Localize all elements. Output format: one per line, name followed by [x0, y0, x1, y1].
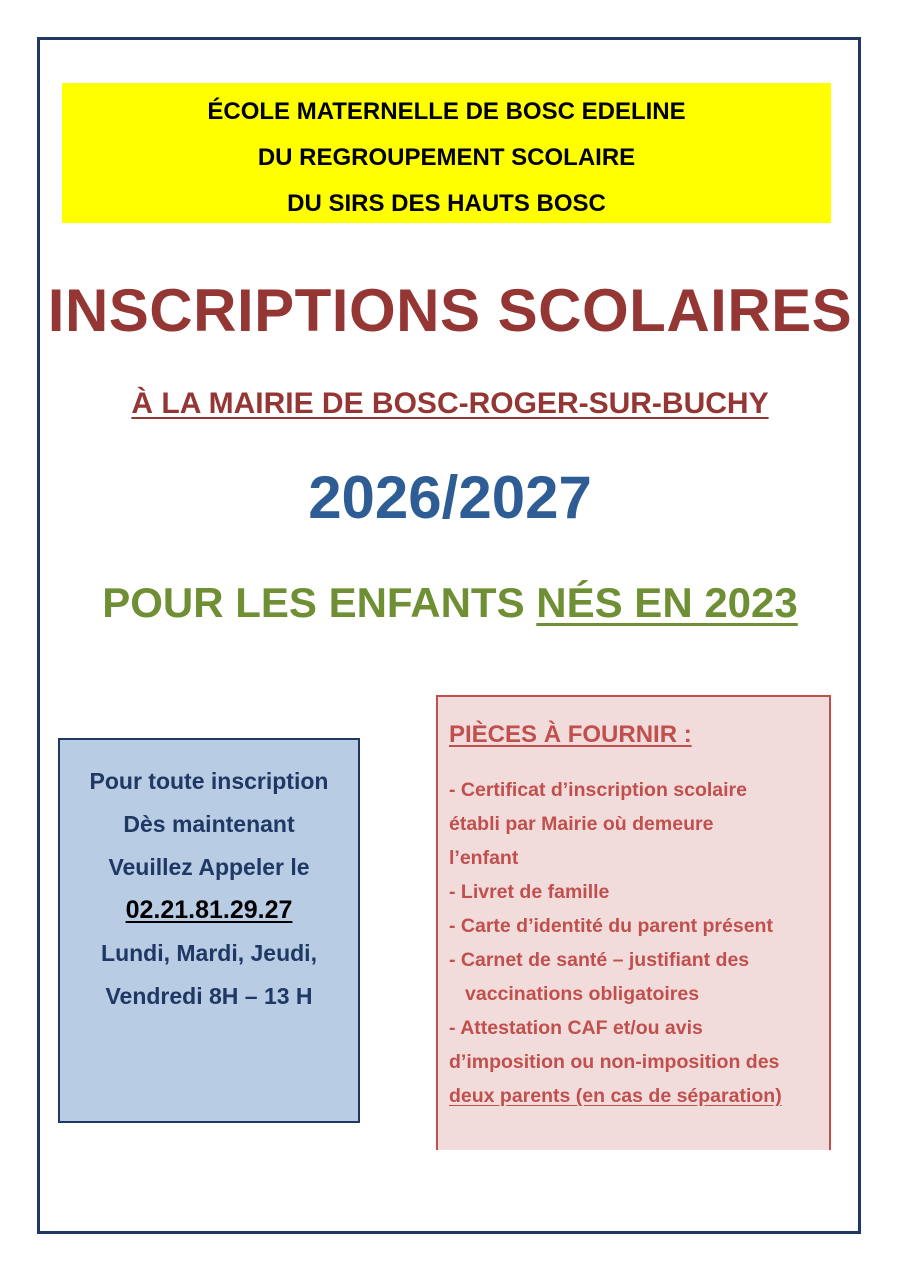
- contact-hours: Lundi, Mardi, Jeudi,: [101, 940, 317, 966]
- document-item: vaccinations obligatoires: [465, 983, 700, 1005]
- birth-year-highlight: NÉS EN 2023: [536, 579, 798, 626]
- document-item: établi par Mairie où demeure: [449, 813, 714, 835]
- document-item: - Attestation CAF et/ou avis: [449, 1017, 703, 1039]
- document-item: l’enfant: [449, 847, 519, 869]
- document-item: - Carte d’identité du parent présent: [449, 915, 773, 937]
- school-header-banner: [62, 83, 831, 223]
- school-header-line: DU REGROUPEMENT SCOLAIRE: [257, 144, 636, 171]
- eligibility-line: [0, 575, 900, 631]
- required-documents-box: [436, 695, 831, 1150]
- document-item: - Livret de famille: [449, 881, 610, 903]
- contact-line: Dès maintenant: [123, 811, 295, 837]
- required-documents-title: PIÈCES À FOURNIR :: [449, 721, 692, 748]
- location-text: À LA MAIRIE DE BOSC-ROGER-SUR-BUCHY: [131, 387, 769, 420]
- school-header-line: DU SIRS DES HAUTS BOSC: [287, 190, 606, 217]
- school-year: 2026/2027: [308, 464, 592, 531]
- document-item: - Certificat d’inscription scolaire: [449, 779, 747, 801]
- document-item: - Carnet de santé – justifiant des: [449, 949, 750, 971]
- contact-hours: Vendredi 8H – 13 H: [105, 983, 313, 1009]
- contact-box: [58, 738, 360, 1123]
- page-title: INSCRIPTIONS SCOLAIRES: [47, 277, 853, 344]
- eligibility-prefix: POUR LES ENFANTS: [102, 579, 537, 626]
- school-header-line: ÉCOLE MATERNELLE DE BOSC EDELINE: [207, 98, 686, 125]
- phone-number: 02.21.81.29.27: [125, 896, 293, 924]
- document-item: deux parents (en cas de séparation): [449, 1085, 782, 1107]
- contact-line: Veuillez Appeler le: [108, 854, 310, 880]
- location-subtitle: [0, 384, 900, 424]
- document-item: d’imposition ou non-imposition des: [449, 1051, 780, 1073]
- contact-line: Pour toute inscription: [89, 768, 329, 794]
